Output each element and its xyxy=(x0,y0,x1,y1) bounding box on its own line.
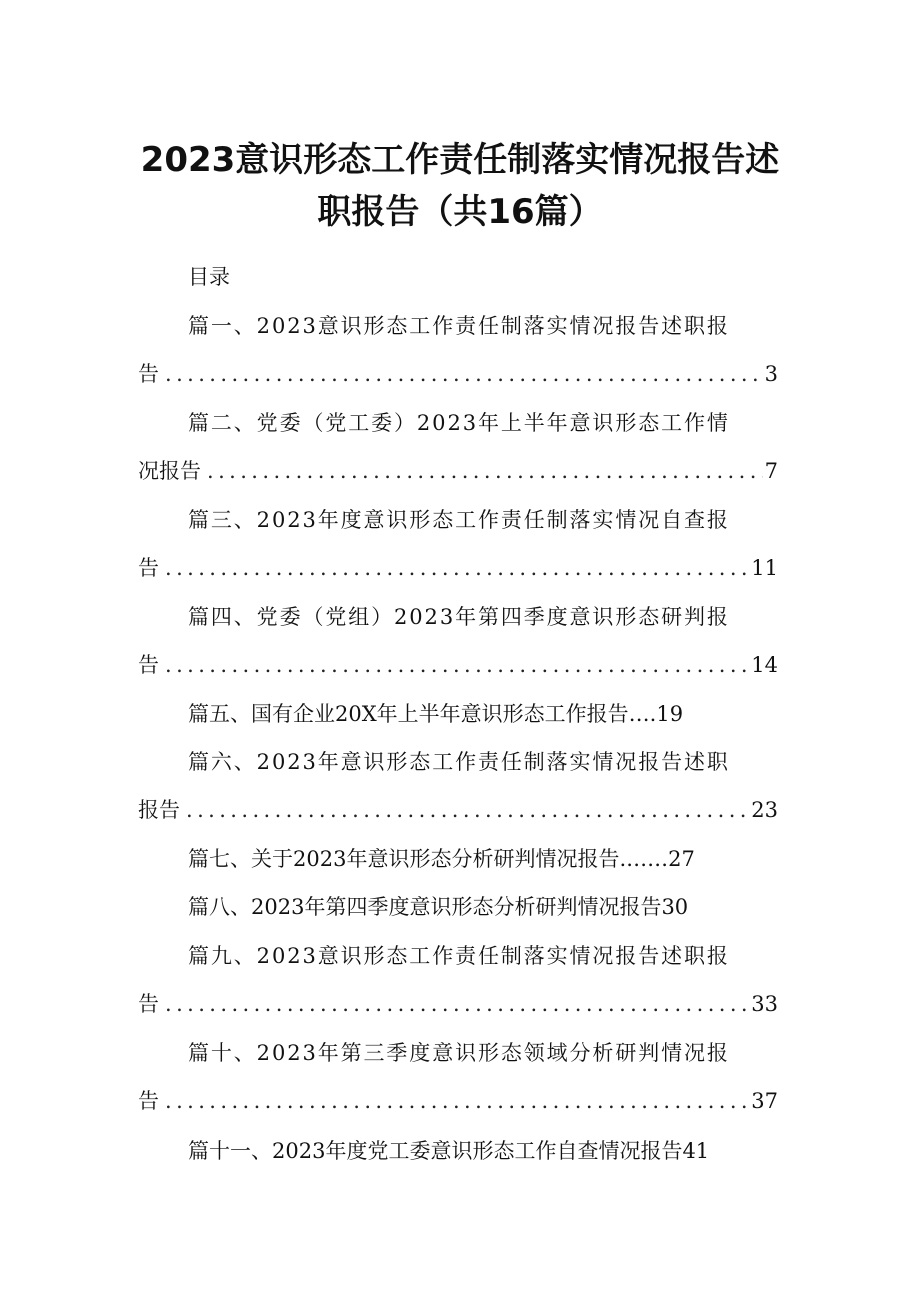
toc-entry-continuation xyxy=(138,989,778,1019)
toc-entry-text: 篇五、国有企业20X年上半年意识形态工作报告….19 xyxy=(188,702,684,726)
dot-leader xyxy=(159,359,763,389)
dot-leader xyxy=(159,989,749,1019)
toc-entry-continuation xyxy=(138,456,778,486)
toc-page-number: 11 xyxy=(751,556,778,580)
toc-entry-title-end: 告 xyxy=(138,992,159,1016)
toc-entry-title: 篇 四 、 党 委 （ 党 组 ） 2 0 2 3 年 第 四 季 度 意 识 形 态 研 判 报 xyxy=(188,605,728,629)
toc-entry-continuation xyxy=(138,1086,778,1116)
toc-entry-title: 篇 九 、 2 0 2 3 意 识 形 态 工 作 责 任 制 落 实 情 况 报 告 述 职 报 xyxy=(188,944,728,968)
dot-leader xyxy=(201,456,763,486)
toc-entry-continuation xyxy=(138,650,778,680)
title-line-2: 职报告（共16篇） xyxy=(317,192,603,232)
toc-page-number: 33 xyxy=(751,992,778,1016)
toc-entry-title: 篇 十 、 2 0 2 3 年 第 三 季 度 意 识 形 态 领 域 分 析 研 判 情 况 报 xyxy=(188,1041,728,1065)
toc-page-number: 37 xyxy=(751,1089,778,1113)
toc-page-number: 3 xyxy=(764,362,778,386)
toc-page-number: 14 xyxy=(751,653,778,677)
toc-entry-continuation xyxy=(138,795,778,825)
document-title xyxy=(120,134,800,238)
toc-entry-title-end: 报告 xyxy=(138,798,180,822)
toc-entry-title-end: 告 xyxy=(138,362,159,386)
toc-entry-title: 篇 三 、 2 0 2 3 年 度 意 识 形 态 工 作 责 任 制 落 实 情 况 自 查 报 xyxy=(188,508,728,532)
toc-entry-title: 篇 六 、 2 0 2 3 年 意 识 形 态 工 作 责 任 制 落 实 情 况 报 告 述 职 xyxy=(188,750,728,774)
dot-leader xyxy=(159,650,749,680)
toc-page-number: 7 xyxy=(764,459,778,483)
toc-entry-title: 篇 一 、 2 0 2 3 意 识 形 态 工 作 责 任 制 落 实 情 况 报 告 述 职 报 xyxy=(188,314,728,338)
toc-entry-text: 篇七、关于2023年意识形态分析研判情况报告.……27 xyxy=(188,847,695,871)
toc-entry-continuation xyxy=(138,359,778,389)
toc-entry-continuation xyxy=(138,553,778,583)
toc-entry-title-end: 告 xyxy=(138,653,159,677)
dot-leader xyxy=(159,553,749,583)
toc-entry-title-end: 告 xyxy=(138,556,159,580)
toc-entry-title-end: 况报告 xyxy=(138,459,201,483)
toc-heading: 目录 xyxy=(188,265,230,289)
dot-leader xyxy=(159,1086,749,1116)
dot-leader xyxy=(180,795,749,825)
toc-entry-text: 篇十一、2023年度党工委意识形态工作自查情况报告41 xyxy=(188,1139,710,1163)
toc-page-number: 23 xyxy=(751,798,778,822)
toc-entry-title-end: 告 xyxy=(138,1089,159,1113)
title-line-1: 2023意识形态工作责任制落实情况报告述 xyxy=(140,140,780,180)
toc-entry-title: 篇 二 、 党 委 （ 党 工 委 ） 2 0 2 3 年 上 半 年 意 识 形 态 工 作 情 xyxy=(188,411,728,435)
toc-entry-text: 篇八、2023年第四季度意识形态分析研判情况报告30 xyxy=(188,895,689,919)
